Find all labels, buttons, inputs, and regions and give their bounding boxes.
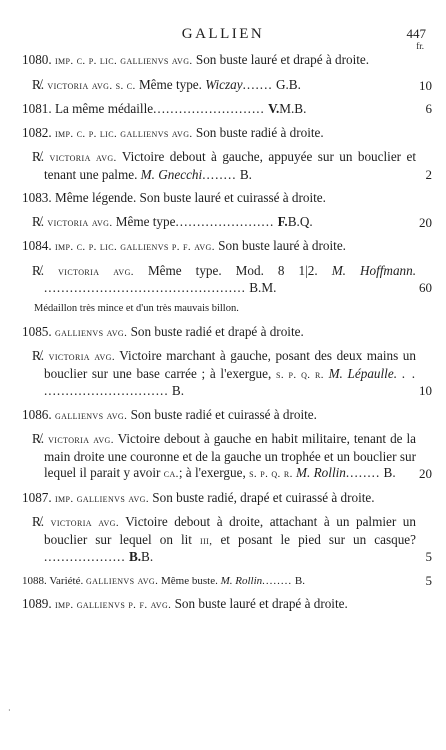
field-letters: ca. (163, 468, 179, 480)
obverse-legend: gallienvs avg. (54, 326, 128, 339)
entry-number: 1082. (22, 124, 52, 140)
leader-dots: ....................... (175, 213, 275, 229)
price-unit-label: fr. (416, 41, 424, 51)
reverse-description: Victoire debout à droite, attachant à un palmier un bouclier sur lequel on lit (44, 514, 416, 547)
reverse-1086 (22, 431, 440, 483)
leader-dots: ........ (262, 574, 293, 587)
entry-1080 (22, 52, 440, 70)
reverse-legend: victoria avg. (48, 434, 114, 446)
leader-dots: . . ............................. (44, 365, 416, 398)
entry-number: 1085. (22, 323, 52, 339)
reverse-description-cont: et posant le pied sur un casque? (220, 531, 416, 547)
reverse-legend: victoria avg. s. c. (47, 79, 136, 92)
leader-dots: ................... (44, 549, 126, 564)
collector: M. Hoffmann. (331, 262, 417, 278)
entry-1088 (22, 573, 440, 590)
obverse-legend: gallienvs avg. (54, 409, 128, 422)
shield-inscription: iii, (200, 534, 213, 547)
grade-prefix: V. (268, 101, 280, 116)
grade-prefix: B. (128, 549, 142, 564)
entry-number: 1084. (22, 238, 52, 253)
exergue-legend: s. p. q. r. (275, 368, 324, 381)
reverse-mark: R̸. (32, 348, 45, 363)
obverse-description: Même buste. (161, 574, 218, 587)
price: 20 (419, 214, 432, 230)
reverse-description: Même type (115, 213, 176, 229)
leader-dots: ............................................... (44, 280, 246, 295)
reverse-1085 (22, 348, 440, 400)
obverse-legend: imp. c. p. lic. gallienvs p. f. avg. (54, 241, 215, 253)
obverse-legend: imp. c. p. lic. gallienvs avg. (54, 127, 193, 140)
page-number: 447 (406, 26, 426, 41)
price: 10 (419, 383, 432, 398)
obverse-description: Son buste lauré à droite. (218, 238, 346, 253)
entry-note (22, 301, 440, 317)
leader-dots: ........ (345, 465, 381, 480)
grade: B. (383, 465, 396, 480)
reverse-mark: R̸. (32, 76, 45, 92)
obverse-legend: imp. gallienvs p. f. avg. (54, 599, 172, 611)
entry-number: 1089. (22, 596, 52, 611)
entry-number: 1087. (22, 489, 52, 505)
entry-number: 1081. (22, 101, 52, 116)
entry-number: 1088. (22, 574, 47, 587)
reverse-1084 (22, 263, 440, 297)
reverse-description: Même type. Mod. 8 1|2. (147, 262, 318, 278)
reverse-1082 (22, 149, 440, 183)
entry-1086 (22, 407, 440, 425)
grade-prefix: F. (277, 213, 288, 229)
grade: B.M. (249, 280, 277, 295)
grade: B. (141, 549, 154, 564)
reverse-mark: R̸. (32, 431, 45, 446)
price: 5 (425, 549, 432, 564)
note-text: Médaillon très mince et d'un très mauvais billon. (34, 302, 239, 314)
reverse-mark: R̸. (32, 213, 45, 229)
print-speck: · (8, 706, 11, 715)
grade: B.Q. (287, 213, 313, 229)
entry-1085 (22, 324, 440, 342)
entry-1087 (22, 490, 440, 508)
reverse-mark: R̸. (32, 262, 45, 278)
page-title: GALLIEN (181, 26, 265, 42)
reverse-1083 (22, 214, 440, 232)
grade: G.B. (275, 76, 301, 92)
obverse-description: Son buste radié et cuirassé à droite. (130, 406, 317, 422)
obverse-description: Son buste radié et drapé à droite. (130, 323, 304, 339)
entry-1082 (22, 125, 440, 143)
collector: M. Lépaulle. (328, 365, 397, 381)
reverse-legend: victoria avg. (50, 517, 119, 529)
reverse-description: Même type. (138, 76, 202, 92)
obverse-description: Son buste lauré et drapé à droite. (174, 596, 348, 611)
obverse-legend: imp. gallienvs avg. (54, 492, 149, 505)
reverse-1080 (22, 77, 440, 95)
leader-dots: .......................... (153, 101, 265, 116)
obverse-legend: imp. c. p. lic. gallienvs avg. (54, 55, 193, 67)
price: 20 (419, 466, 432, 481)
obverse-legend: gallienvs avg. (85, 574, 159, 587)
reverse-mark: R̸. (32, 514, 45, 529)
entry-number: 1083. (22, 190, 52, 205)
catalogue-body (22, 52, 440, 614)
obverse-description: Son buste radié à droite. (195, 124, 324, 140)
entry-1081 (22, 101, 440, 118)
leader-dots: ....... (242, 76, 273, 92)
reverse-mark: R̸. (32, 149, 45, 164)
obverse-description: Même légende. Son buste lauré et cuirassé à droite. (54, 190, 326, 205)
reverse-legend: victoria avg. (49, 152, 117, 164)
grade: M.B. (279, 101, 307, 116)
entry-1089 (22, 596, 440, 614)
exergue-legend: s. p. q. r. (249, 468, 293, 480)
obverse-description: Son buste radié, drapé et cuirassé à droite. (152, 489, 375, 505)
entry-description: La même médaille (54, 101, 154, 116)
grade: B. (239, 166, 252, 182)
price: 10 (419, 77, 432, 93)
reverse-legend: victoria avg. (48, 351, 115, 363)
collector: M. Gnecchi (140, 166, 203, 182)
page-header (0, 22, 446, 52)
grade: B. (171, 383, 184, 398)
entry-1084 (22, 238, 440, 256)
leader-dots: ........ (202, 166, 237, 182)
collector: Wiczay (205, 76, 243, 92)
collector: M. Rollin (220, 574, 263, 587)
reverse-description: Victoire debout à gauche, appuyée sur un bouclier et tenant une palme. (44, 149, 417, 182)
collector: M. Rollin (296, 465, 346, 480)
entry-number: 1080. (22, 52, 52, 67)
variety-label: Variété. (49, 574, 84, 587)
price: 60 (419, 280, 432, 295)
entry-number: 1086. (22, 406, 52, 422)
reverse-legend: victoria avg. (58, 265, 134, 278)
reverse-description: Victoire debout à gauche en habit militaire, tenant de la main droite une couronne et de la gauche un trophée et un bouclier sur lequel il parait y avoir (44, 431, 417, 480)
obverse-description: Son buste lauré et drapé à droite. (195, 52, 370, 67)
price: 5 (425, 572, 432, 588)
reverse-description: Victoire marchant à gauche, posant des deux mains un bouclier sur une base carrée ; à l'exergue, (44, 348, 416, 381)
price: 2 (425, 166, 432, 182)
price: 6 (425, 101, 432, 116)
entry-1083 (22, 190, 440, 207)
reverse-description-cont: ; à l'exergue, (178, 465, 246, 480)
reverse-1087 (22, 514, 440, 566)
grade: B. (294, 574, 305, 587)
reverse-legend: victoria avg. (47, 216, 113, 229)
